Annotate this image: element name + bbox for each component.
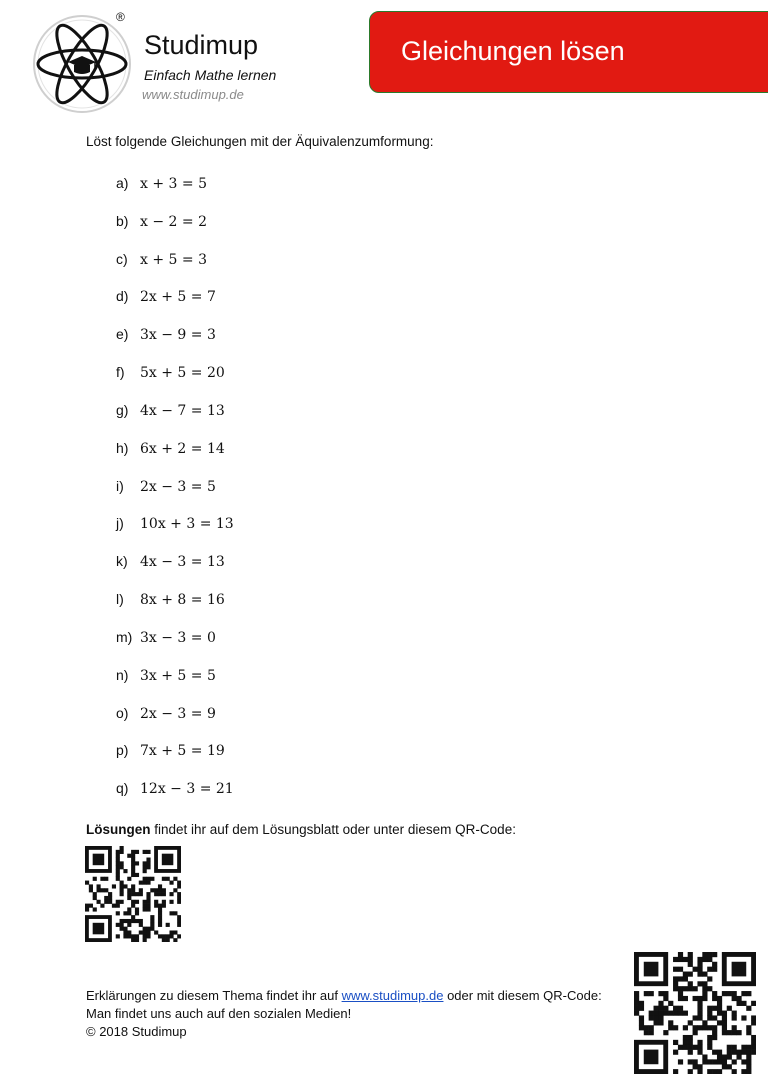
page-header <box>0 0 768 120</box>
intro-text: Löst folgende Gleichungen mit der Äquivalenzumformung: <box>86 134 434 149</box>
task-equation: 5x + 5 = 20 <box>140 365 225 381</box>
task-label: q) <box>116 780 129 796</box>
task-equation: 2x − 3 = 5 <box>140 479 216 495</box>
task-label: j) <box>116 515 124 531</box>
footer-link[interactable]: www.studimup.de <box>341 988 444 1003</box>
task-label: n) <box>116 667 129 683</box>
task-equation: x + 5 = 3 <box>140 252 207 268</box>
task-equation: 3x − 9 = 3 <box>140 327 216 343</box>
task-label: d) <box>116 288 129 304</box>
task-equation: 12x − 3 = 21 <box>140 781 234 797</box>
task-equation: 3x + 5 = 5 <box>140 668 216 684</box>
solutions-text: findet ihr auf dem Lösungsblatt oder unter diesem QR-Code: <box>150 822 516 837</box>
task-item <box>116 588 225 610</box>
task-item <box>116 739 225 761</box>
task-item <box>116 475 216 497</box>
task-equation: 2x + 5 = 7 <box>140 289 216 305</box>
brand-tagline: Einfach Mathe lernen <box>144 67 277 83</box>
task-label: l) <box>116 591 124 607</box>
task-equation: 7x + 5 = 19 <box>140 743 225 759</box>
task-item <box>116 172 207 194</box>
qr-code-icon[interactable] <box>634 952 756 1074</box>
task-equation: 4x − 3 = 13 <box>140 554 225 570</box>
task-equation: 10x + 3 = 13 <box>140 516 234 532</box>
task-label: e) <box>116 326 129 342</box>
brand-name: Studimup <box>144 30 259 60</box>
brand-url[interactable]: www.studimup.de <box>142 87 244 102</box>
task-label: k) <box>116 553 128 569</box>
task-label: o) <box>116 705 129 721</box>
footer-suffix: oder mit diesem QR-Code: <box>443 988 602 1003</box>
task-equation: x + 3 = 5 <box>140 176 207 192</box>
task-equation: 8x + 8 = 16 <box>140 592 225 608</box>
task-item <box>116 285 216 307</box>
task-label: f) <box>116 364 125 380</box>
task-label: c) <box>116 251 128 267</box>
task-item <box>116 702 216 724</box>
copyright: © 2018 Studimup <box>86 1024 187 1039</box>
page-title: Gleichungen lösen <box>401 36 625 66</box>
task-equation: 2x − 3 = 9 <box>140 706 216 722</box>
task-item <box>116 512 234 534</box>
task-label: p) <box>116 742 129 758</box>
task-equation: 3x − 3 = 0 <box>140 630 216 646</box>
task-label: h) <box>116 440 129 456</box>
task-item <box>116 664 216 686</box>
qr-code-icon[interactable] <box>85 846 181 942</box>
task-item <box>116 437 225 459</box>
task-label: b) <box>116 213 129 229</box>
task-equation: 6x + 2 = 14 <box>140 441 225 457</box>
task-label: i) <box>116 478 124 494</box>
title-banner <box>369 11 768 93</box>
task-label: a) <box>116 175 129 191</box>
task-item <box>116 399 225 421</box>
task-item <box>116 323 216 345</box>
task-item <box>116 550 225 572</box>
task-item <box>116 210 207 232</box>
footer <box>86 987 602 1041</box>
solutions-note <box>86 822 516 837</box>
footer-line-1 <box>86 987 602 1005</box>
task-label: g) <box>116 402 129 418</box>
task-equation: x − 2 = 2 <box>140 214 207 230</box>
footer-prefix: Erklärungen zu diesem Thema findet ihr auf <box>86 988 342 1003</box>
task-equation: 4x − 7 = 13 <box>140 403 225 419</box>
footer-line-2: Man findet uns auch auf den sozialen Medien! <box>86 1006 352 1021</box>
registered-mark: ® <box>116 10 125 24</box>
task-item <box>116 777 234 799</box>
atom-logo-icon <box>32 14 132 114</box>
task-item <box>116 626 216 648</box>
task-item <box>116 248 207 270</box>
task-item <box>116 361 225 383</box>
solutions-bold: Lösungen <box>86 822 151 837</box>
task-label: m) <box>116 629 133 645</box>
